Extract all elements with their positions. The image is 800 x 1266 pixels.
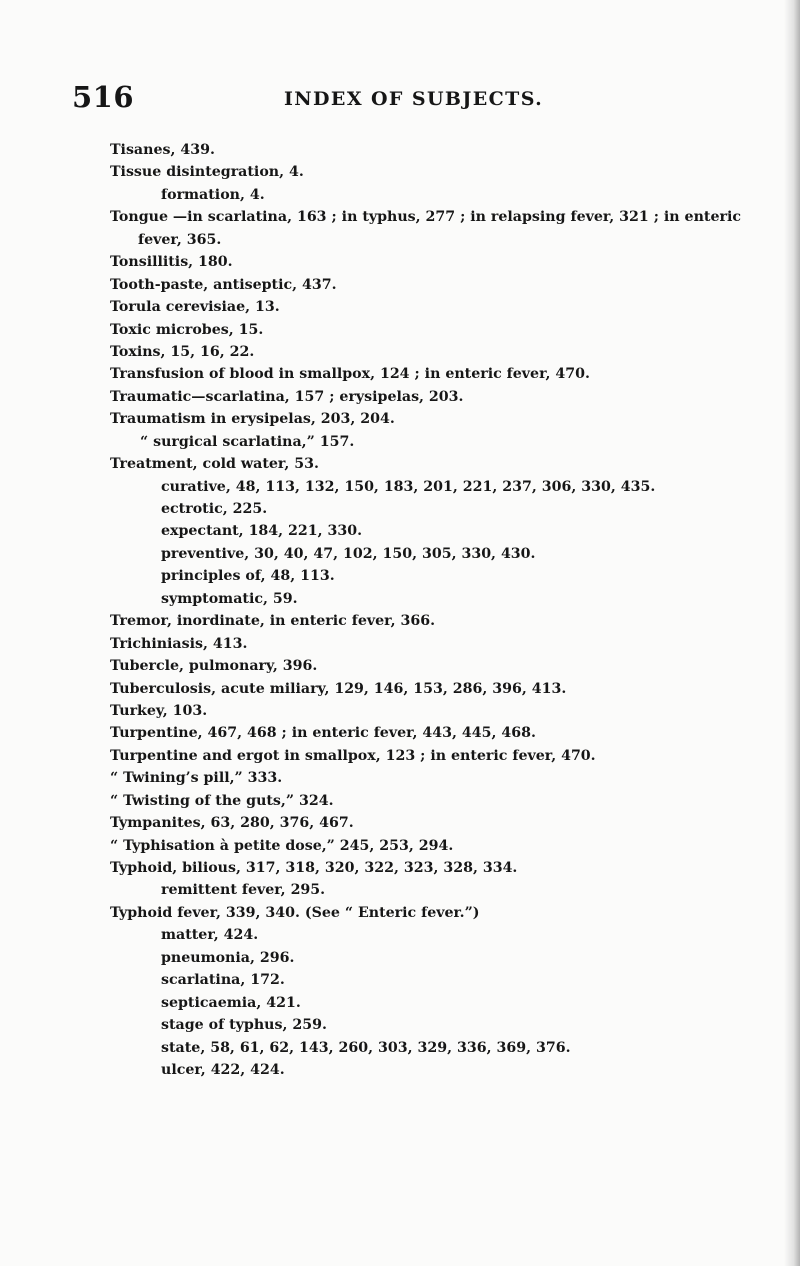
index-entry: Tongue —in scarlatina, 163 ; in typhus, 277 ; in relapsing fever, 321 ; in enteric — [110, 209, 741, 226]
page-edge-shadow — [784, 0, 800, 1266]
index-subentry: ectrotic, 225. — [161, 501, 268, 517]
index-entry: Torula cerevisiae, 13. — [110, 299, 280, 316]
index-entry: Typhoid, bilious, 317, 318, 320, 322, 323, 328, 334. — [110, 860, 518, 876]
running-title: INDEX OF SUBJECTS. — [284, 88, 544, 110]
page-header — [72, 80, 752, 120]
index-entry: Tuberculosis, acute miliary, 129, 146, 153, 286, 396, 413. — [110, 680, 567, 697]
index-entry: “ Typhisation à petite dose,” 245, 253, 294. — [110, 837, 454, 854]
index-subentry: matter, 424. — [161, 927, 259, 944]
index-entry: Tisanes, 439. — [110, 142, 215, 158]
index-subentry: septicaemia, 421. — [161, 994, 301, 1011]
index-entry: Turpentine and ergot in smallpox, 123 ; in enteric fever, 470. — [110, 747, 596, 764]
index-entry: “ Twisting of the guts,” 324. — [110, 792, 334, 809]
index-entries — [110, 139, 770, 1081]
index-subentry: curative, 48, 113, 132, 150, 183, 201, 221, 237, 306, 330, 435. — [161, 478, 656, 495]
index-subentry: “ surgical scarlatina,” 157. — [140, 433, 355, 450]
index-entry: Transfusion of blood in smallpox, 124 ; in enteric fever, 470. — [110, 366, 590, 383]
index-subentry: formation, 4. — [161, 186, 265, 203]
index-entry: Toxic microbes, 15. — [110, 321, 264, 338]
index-subentry: remittent fever, 295. — [161, 882, 326, 899]
index-entry: Typhoid fever, 339, 340. (See “ Enteric fever.”) — [110, 904, 480, 921]
index-entry: Tissue disintegration, 4. — [110, 164, 304, 181]
index-entry: Toxins, 15, 16, 22. — [110, 343, 255, 360]
index-subentry: state, 58, 61, 62, 143, 260, 303, 329, 336, 369, 376. — [161, 1039, 571, 1056]
page-number: 516 — [72, 80, 135, 114]
index-subentry: pneumonia, 296. — [161, 949, 295, 966]
index-entry: Turkey, 103. — [110, 702, 208, 719]
index-subentry: stage of typhus, 259. — [161, 1017, 327, 1034]
index-entry: Tubercle, pulmonary, 396. — [110, 658, 318, 675]
index-subentry: symptomatic, 59. — [161, 590, 298, 607]
index-entry: Tooth-paste, antiseptic, 437. — [110, 276, 337, 293]
index-entry: “ Twining’s pill,” 333. — [110, 770, 283, 787]
index-subentry: expectant, 184, 221, 330. — [161, 523, 363, 540]
index-subentry: ulcer, 422, 424. — [161, 1061, 285, 1078]
index-entry: Traumatism in erysipelas, 203, 204. — [110, 411, 395, 428]
index-entry: Tympanites, 63, 280, 376, 467. — [110, 815, 354, 832]
index-entry: Turpentine, 467, 468 ; in enteric fever, 443, 445, 468. — [110, 725, 536, 742]
index-subentry: scarlatina, 172. — [161, 972, 285, 989]
index-entry: Tonsillitis, 180. — [110, 254, 233, 271]
index-entry: Trichiniasis, 413. — [110, 635, 248, 652]
index-subentry: fever, 365. — [138, 231, 222, 248]
index-entry: Traumatic—scarlatina, 157 ; erysipelas, 203. — [110, 388, 464, 405]
index-subentry: principles of, 48, 113. — [161, 568, 335, 585]
index-subentry: preventive, 30, 40, 47, 102, 150, 305, 330, 430. — [161, 545, 536, 562]
index-entry: Tremor, inordinate, in enteric fever, 366. — [110, 613, 436, 630]
index-entry: Treatment, cold water, 53. — [110, 456, 319, 473]
